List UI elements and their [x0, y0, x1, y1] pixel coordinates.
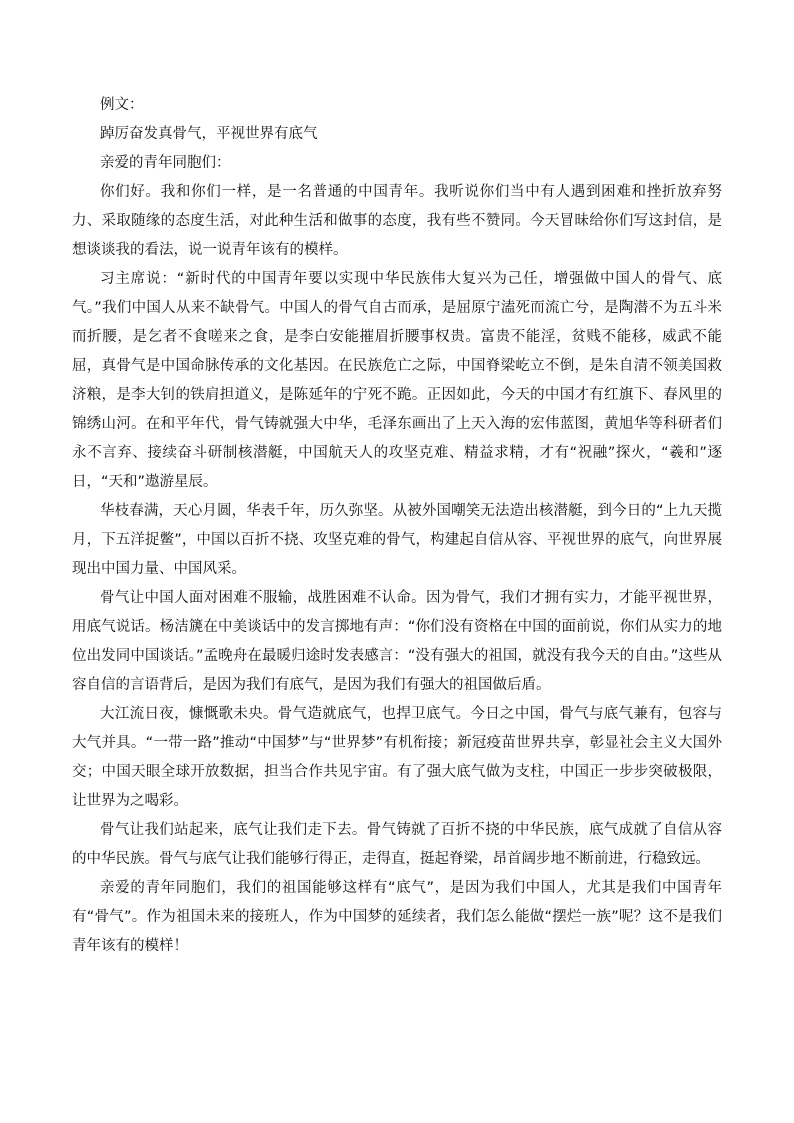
paragraph-greeting: 你们好。我和你们一样，是一名普通的中国青年。我听说你们当中有人遇到困难和挫折放弃努力、采取随缘的态度生活，对此种生活和做事的态度，我有些不赞同。今天冒昧给你们写这封信，是想谈谈我的看法，说一说青年该有的模样。	[72, 184, 722, 258]
paragraph-today-china: 大江流日夜，慷慨歌未央。骨气造就底气，也捍卫底气。今日之中国，骨气与底气兼有，包容与大气并具。“一带一路”推动“中国梦”与“世界梦”有机衔接；新冠疫苗世界共享，彰显社会主义大国外交；中国天眼全球开放数据，担当合作共见宇宙。有了强大底气做为支柱，中国正一步步突破极限，让世界为之喝彩。	[72, 706, 722, 809]
paragraph-summary: 骨气让我们站起来，底气让我们走下去。骨气铸就了百折不挠的中华民族，底气成就了自信从容的中华民族。骨气与底气让我们能够行得正，走得直，挺起脊梁，昂首阔步地不断前进，行稳致远。	[72, 822, 722, 867]
paragraph-confidence: 华枝春满，天心月圆，华表千年，历久弥坚。从被外国嘲笑无法造出核潜艇，到今日的“上九天揽月，下五洋捉鳖”，中国以百折不挠、攻坚克难的骨气，构建起自信从容、平视世界的底气，向世界展现出中国力量、中国风采。	[72, 503, 722, 577]
example-label: 例文：	[100, 97, 144, 113]
essay-title: 踔厉奋发真骨气，平视世界有底气	[100, 126, 318, 142]
paragraph-strength: 骨气让中国人面对困难不服输，战胜困难不认命。因为骨气，我们才拥有实力，才能平视世界，用底气说话。杨洁篪在中美谈话中的发言掷地有声：“你们没有资格在中国的面前说，你们从实力的地位出发同中国谈话。”孟晚舟在最暖归途时发表感言：“没有强大的祖国，就没有我今天的自由。”这些从容自信的言语背后，是因为我们有底气，是因为我们有强大的祖国做后盾。	[72, 590, 722, 693]
document-page	[72, 91, 722, 961]
paragraph-backbone: 习主席说：“新时代的中国青年要以实现中华民族伟大复兴为己任，增强做中国人的骨气、底气。”我们中国人从来不缺骨气。中国人的骨气自古而承，是屈原宁溘死而流亡兮，是陶潜不为五斗米而折腰，是乞者不食嗟来之食，是李白安能摧眉折腰事权贵。富贵不能淫，贫贱不能移，威武不能屈，真骨气是中国命脉传承的文化基因。在民族危亡之际，中国脊梁屹立不倒，是朱自清不领美国救济粮，是李大钊的铁肩担道义，是陈延年的宁死不跪。正因如此，今天的中国才有红旗下、春风里的锦绣山河。在和平年代，骨气铸就强大中华，毛泽东画出了上天入海的宏伟蓝图，黄旭华等科研者们永不言弃、接续奋斗研制核潜艇，中国航天人的攻坚克难、精益求精，才有“祝融”探火，“羲和”逐日，“天和”遨游星辰。	[72, 271, 722, 490]
salutation: 亲爱的青年同胞们：	[100, 155, 231, 171]
paragraph-closing: 亲爱的青年同胞们，我们的祖国能够这样有“底气”，是因为我们中国人，尤其是我们中国青年有“骨气”。作为祖国未来的接班人，作为中国梦的延续者，我们怎么能做“摆烂一族”呢？这不是我们青年该有的模样！	[72, 880, 722, 954]
